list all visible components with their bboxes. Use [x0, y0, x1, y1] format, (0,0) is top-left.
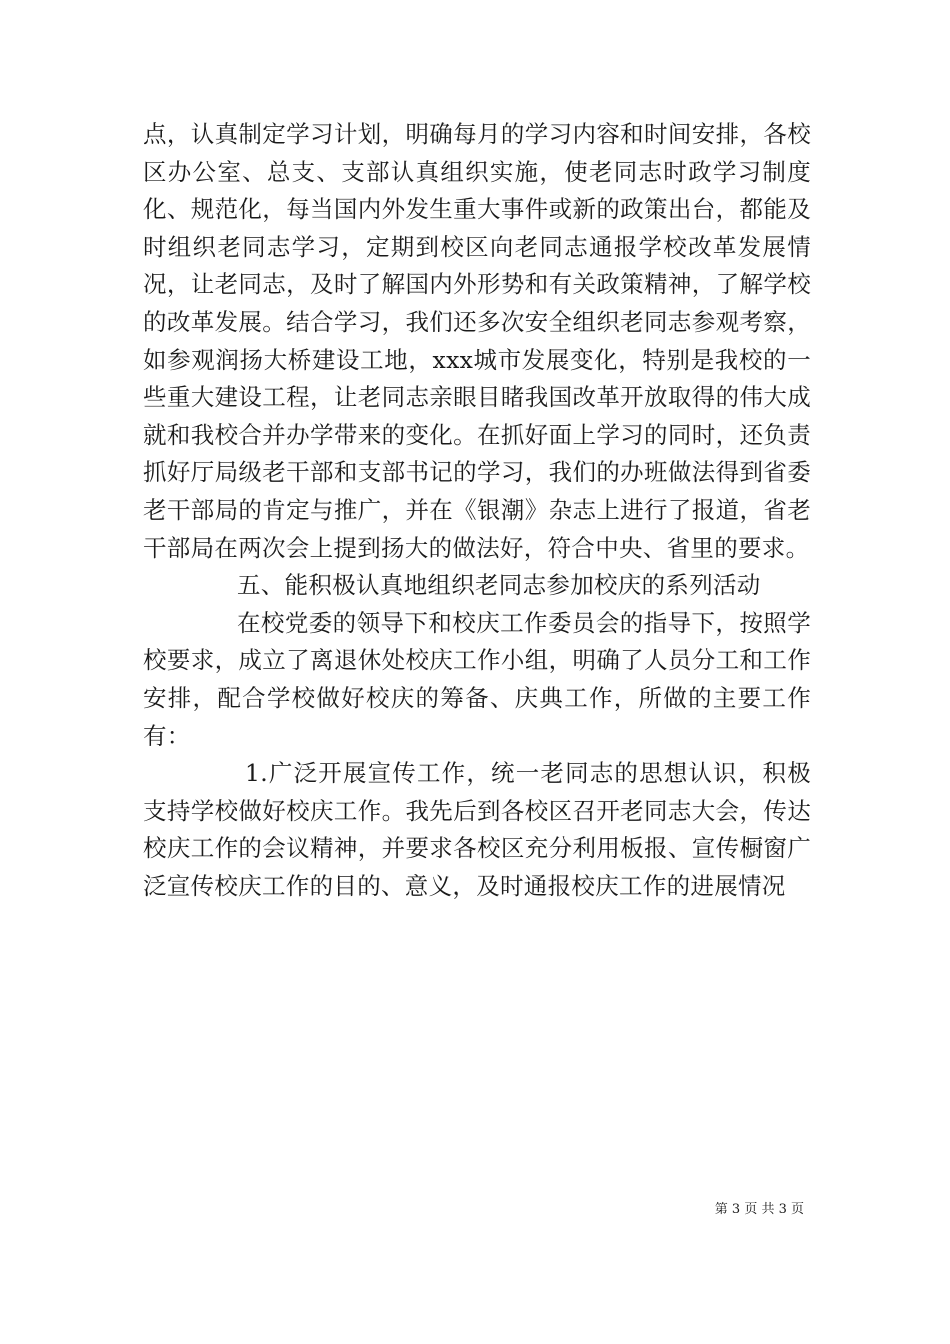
page-number-footer: 第 3 页 共 3 页 — [714, 1202, 804, 1217]
paragraph-intro: 在校党委的领导下和校庆工作委员会的指导下，按照学校要求，成立了离退休处校庆工作小组，明确了人员分工和工作安排，配合学校做好校庆的筹备、庆典工作，所做的主要工作有： — [143, 608, 811, 750]
paragraph-continuation: 点，认真制定学习计划，明确每月的学习内容和时间安排，各校区办公室、总支、支部认真组织实施，使老同志时政学习制度化、规范化，每当国内外发生重大事件或新的政策出台，都能及时组织老同志学习，定期到校区向老同志通报学校改革发展情况，让老同志，及时了解国内外形势和有关政策精神，了解学校的改革发展。结合学习，我们还多次安全组织老同志参观考察，如参观润扬大桥建设工地，xxx城市发展变化，特别是我校的一些重大建设工程，让老同志亲眼目睹我国改革开放取得的伟大成就和我校合并办学带来的变化。在抓好面上学习的同时，还负责抓好厅局级老干部和支部书记的学习，我们的办班做法得到省委老干部局的肯定与推广，并在《银潮》杂志上进行了报道，省老干部局在两次会上提到扬大的做法好，符合中央、省里的要求。 — [143, 120, 811, 562]
paragraph-item-1: 1.广泛开展宣传工作，统一老同志的思想认识，积极支持学校做好校庆工作。我先后到各校区召开老同志大会，传达校庆工作的会议精神，并要求各校区充分利用板报、宣传橱窗广泛宣传校庆工作的目的、意义，及时通报校庆工作的进展情况 — [143, 759, 811, 900]
section-heading: 五、能积极认真地组织老同志参加校庆的系列活动 — [237, 571, 761, 600]
document-body — [143, 116, 811, 905]
